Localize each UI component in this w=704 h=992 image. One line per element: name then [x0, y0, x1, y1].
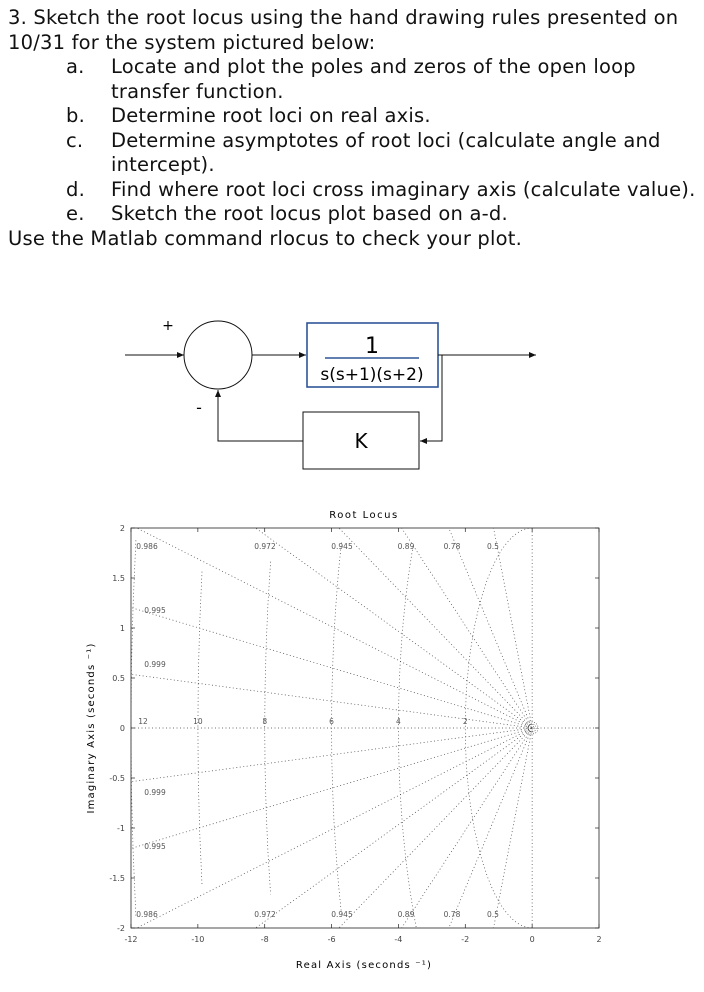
x-tick-label: -12	[124, 935, 138, 944]
x-tick-label: -6	[327, 935, 336, 944]
item-label: c.	[66, 128, 84, 152]
root-locus-chart	[70, 500, 630, 980]
tf-denominator: s(s+1)(s+2)	[320, 365, 424, 385]
problem-items	[8, 55, 698, 227]
frequency-label: 4	[396, 717, 401, 726]
list-item	[8, 178, 698, 203]
damping-label: 0.89	[397, 542, 415, 551]
item-text: Locate and plot the poles and zeros of the open loop transfer function.	[111, 55, 636, 103]
chart-title: Root Locus	[329, 510, 399, 521]
damping-label: 0.999	[144, 788, 166, 797]
minus-sign: -	[196, 398, 202, 417]
x-tick-label: -8	[260, 935, 269, 944]
list-item	[8, 104, 698, 129]
damping-label: 0.945	[331, 542, 353, 551]
item-label: d.	[66, 177, 85, 201]
y-tick-label: -1	[117, 824, 125, 833]
damping-label: 0.5	[487, 910, 499, 919]
item-text: Find where root loci cross imaginary axis (calculate value).	[111, 177, 696, 201]
y-tick-label: -1.5	[109, 874, 125, 883]
y-tick-label: 1.5	[112, 574, 125, 583]
damping-label: 0.995	[144, 842, 166, 851]
problem-footer: Use the Matlab command rlocus to check your plot.	[8, 226, 523, 250]
damping-label: 0.972	[254, 542, 276, 551]
summing-junction	[184, 321, 252, 389]
item-text: Determine asymptotes of root loci (calculate angle and intercept).	[111, 128, 661, 176]
item-label: b.	[66, 104, 85, 127]
damping-label: 0.995	[144, 606, 166, 615]
list-item	[8, 55, 698, 104]
damping-label: 0.78	[443, 542, 461, 551]
frequency-label: 12	[138, 717, 148, 726]
y-tick-label: 1	[119, 624, 125, 633]
x-tick-label: 2	[596, 935, 602, 944]
gain-label: K	[354, 429, 368, 453]
item-text: Determine root loci on real axis.	[111, 104, 431, 127]
damping-label: 0.986	[136, 542, 158, 551]
y-tick-label: 0.5	[112, 674, 125, 683]
list-item	[8, 202, 698, 227]
y-tick-label: -0.5	[109, 774, 125, 783]
damping-label: 0.5	[487, 542, 499, 551]
x-axis-label: Real Axis (seconds ⁻¹)	[295, 960, 433, 971]
plus-sign: +	[162, 318, 174, 334]
frequency-label: 6	[329, 717, 334, 726]
damping-label: 0.986	[136, 910, 158, 919]
y-tick-label: 0	[119, 724, 125, 733]
block-diagram	[0, 300, 704, 480]
tf-numerator: 1	[365, 334, 379, 359]
frequency-label: 2	[462, 717, 468, 726]
item-text: Sketch the root locus plot based on a-d.	[111, 202, 508, 225]
damping-label: 0.89	[397, 910, 415, 919]
damping-label: 0.78	[443, 910, 461, 919]
problem-text	[8, 6, 698, 251]
y-tick-label: -2	[117, 924, 125, 933]
list-item	[8, 129, 698, 178]
damping-label: 0.999	[144, 660, 166, 669]
x-tick-label: -10	[191, 935, 205, 944]
x-tick-label: -4	[394, 935, 403, 944]
item-label: e.	[66, 202, 85, 225]
x-tick-label: 0	[529, 935, 535, 944]
damping-label: 0.945	[331, 910, 353, 919]
item-label: a.	[66, 55, 85, 78]
frequency-label: 10	[193, 717, 203, 726]
problem-intro: 3. Sketch the root locus using the hand drawing rules presented on 10/31 for the system pictured below:	[8, 6, 679, 54]
y-tick-label: 2	[119, 524, 125, 533]
x-tick-label: -2	[461, 935, 470, 944]
frequency-label: 8	[262, 717, 268, 726]
damping-label: 0.972	[254, 910, 276, 919]
feedback-path-left	[218, 390, 303, 441]
y-axis-label: Imaginary Axis (seconds ⁻¹)	[86, 642, 97, 814]
